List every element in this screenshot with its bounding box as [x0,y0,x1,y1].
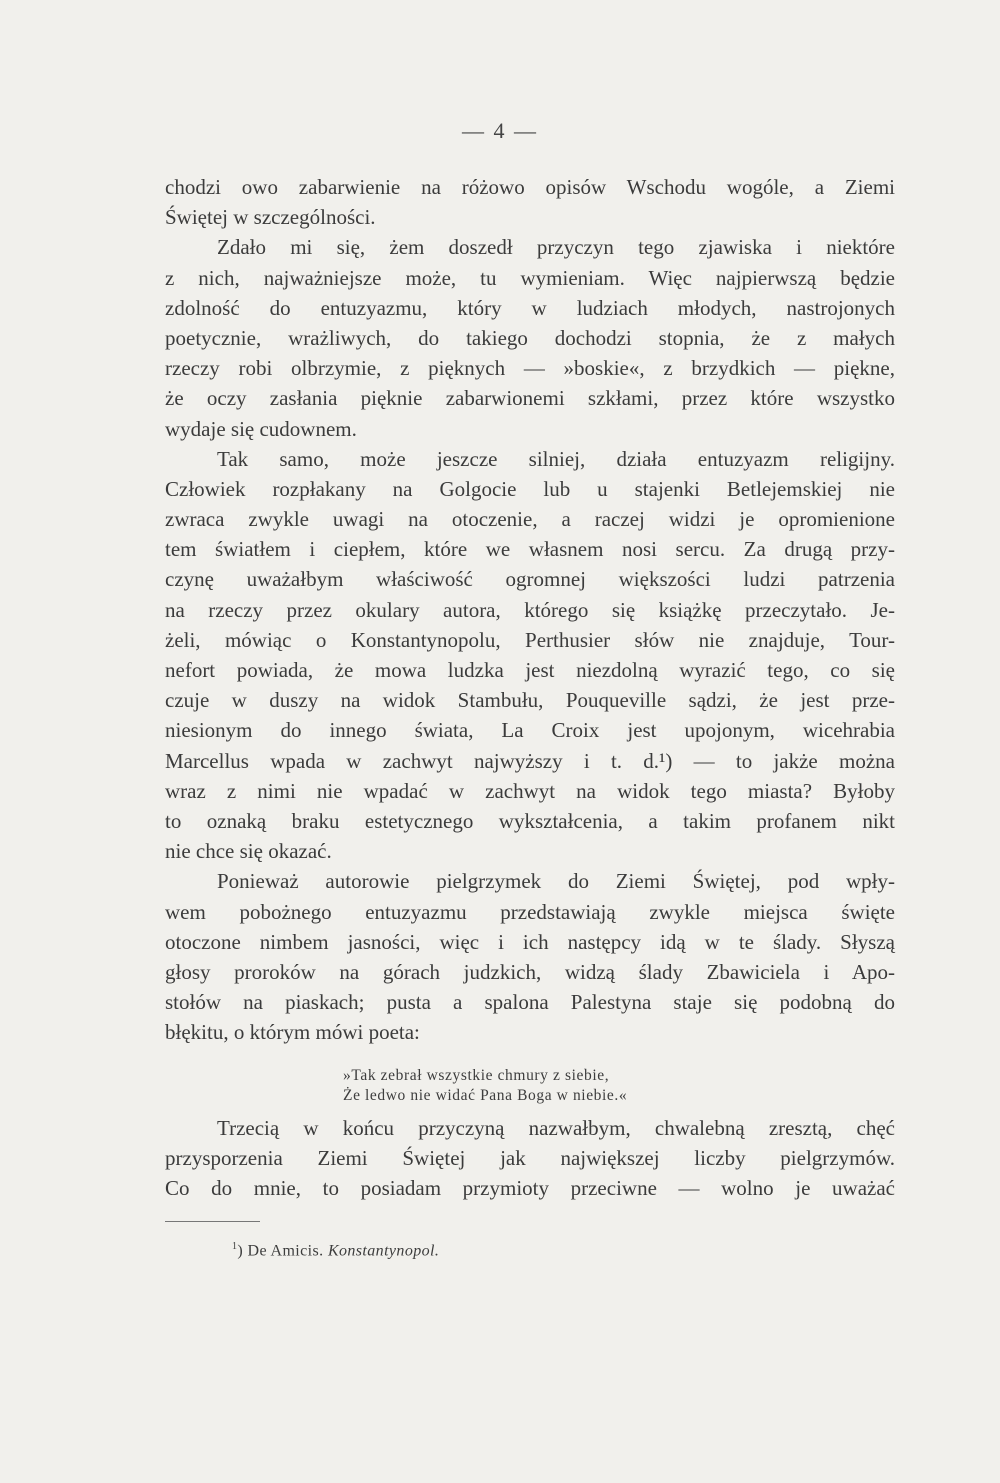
text-line: na rzeczy przez okulary autora, którego się książkę przeczytało. Je- [165,597,895,622]
text-line: Trzecią w końcu przyczyną nazwałbym, chwalebną zresztą, chęć [217,1116,895,1140]
text-line: niesionym do innego świata, La Croix jest upojonym, wicehrabia [165,718,895,743]
text-line: Człowiek rozpłakany na Golgocie lub u stajenki Betlejemskiej nie [165,476,895,501]
text-line: żeli, mówiąc o Konstantynopolu, Perthusier słów nie znajduje, Tour- [165,627,895,652]
text-line: zwraca zwykle uwagi na otoczenie, a raczej widzi je opromienione [165,507,895,532]
text-line: błękitu, o którym mówi poeta: [165,1020,420,1045]
body-text-continued [165,1113,895,1204]
page-number: — 4 — [462,118,538,143]
text-line: głosy proroków na górach judzkich, widzą ślady Zbawiciela i Apo- [165,959,895,984]
quote-line: Że ledwo nie widać Pana Boga w niebie.« [343,1087,628,1104]
body-text [165,172,895,1047]
text-line: Zdało mi się, żem doszedł przyczyn tego zjawiska i niektóre [217,235,895,260]
text-line: Świętej w szczególności. [165,205,376,230]
text-line: wraz z nimi nie wpadać w zachwyt na widok tego miasta? Byłoby [165,778,895,803]
text-line: otoczone nimbem jasności, więc i ich następcy idą w te ślady. Słyszą [165,929,895,954]
text-line: że oczy zasłania pięknie zabarwionemi szkłami, przez które wszystko [165,386,895,411]
text-line: stołów na piaskach; pusta a spalona Palestyna staje się podobną do [165,990,895,1015]
text-line: przysporzenia Ziemi Świętej jak największej liczby pielgrzymów. [165,1146,895,1171]
text-line: rzeczy robi olbrzymie, z pięknych — »boskie«, z brzydkich — piękne, [165,356,895,381]
text-line: wydaje się cudownem. [165,416,357,441]
footnote-title: Konstantynopol. [327,1242,440,1260]
quote-line: »Tak zebrał wszystkie chmury z siebie, [343,1067,610,1084]
text-line: z nich, najważniejsze może, tu wymieniam. Więc najpierwszą będzie [165,265,895,290]
text-line: nefort powiada, że mowa ludzka jest niezdolną wyrazić tego, co się [165,658,895,682]
text-line: chodzi owo zabarwienie na różowo opisów Wschodu wogóle, a Ziemi [165,175,895,199]
text-line: to oznaką braku estetycznego wykształcenia, a takim profanem nikt [165,808,895,833]
text-line: Marcellus wpada w zachwyt najwyższy i t. d.¹) — to jakże można [165,748,895,773]
text-line: zdolność do entuzyazmu, który w ludziach młodych, nastrojonych [165,295,895,320]
text-line: Tak samo, może jeszcze silniej, działa entuzyazm religijny. [217,446,895,471]
text-line: czuje w duszy na widok Stambułu, Pouqueville sądzi, że jest prze- [165,688,895,713]
footnote [232,1241,439,1260]
text-line: nie chce się okazać. [165,839,332,864]
text-line: poetycznie, wrażliwych, do takiego dochodzi stopnia, że z małych [165,325,895,350]
footnote-text: ) De Amicis. [237,1242,328,1260]
verse-quote [343,1066,743,1106]
text-line: Ponieważ autorowie pielgrzymek do Ziemi Świętej, pod wpły- [217,869,895,894]
footnote-separator [165,1221,260,1222]
text-line: tem światłem i ciepłem, które we własnem nosi sercu. Za drugą przy- [165,537,895,562]
footnote-marker: 1 [232,1241,238,1252]
text-line: czynę uważałbym właściwość ogromnej większości ludzi patrzenia [165,567,895,592]
text-line: wem pobożnego entuzyazmu przedstawiają zwykle miejsca święte [165,899,895,924]
text-line: Co do mnie, to posiadam przymioty przeciwne — wolno je uważać [165,1176,895,1201]
